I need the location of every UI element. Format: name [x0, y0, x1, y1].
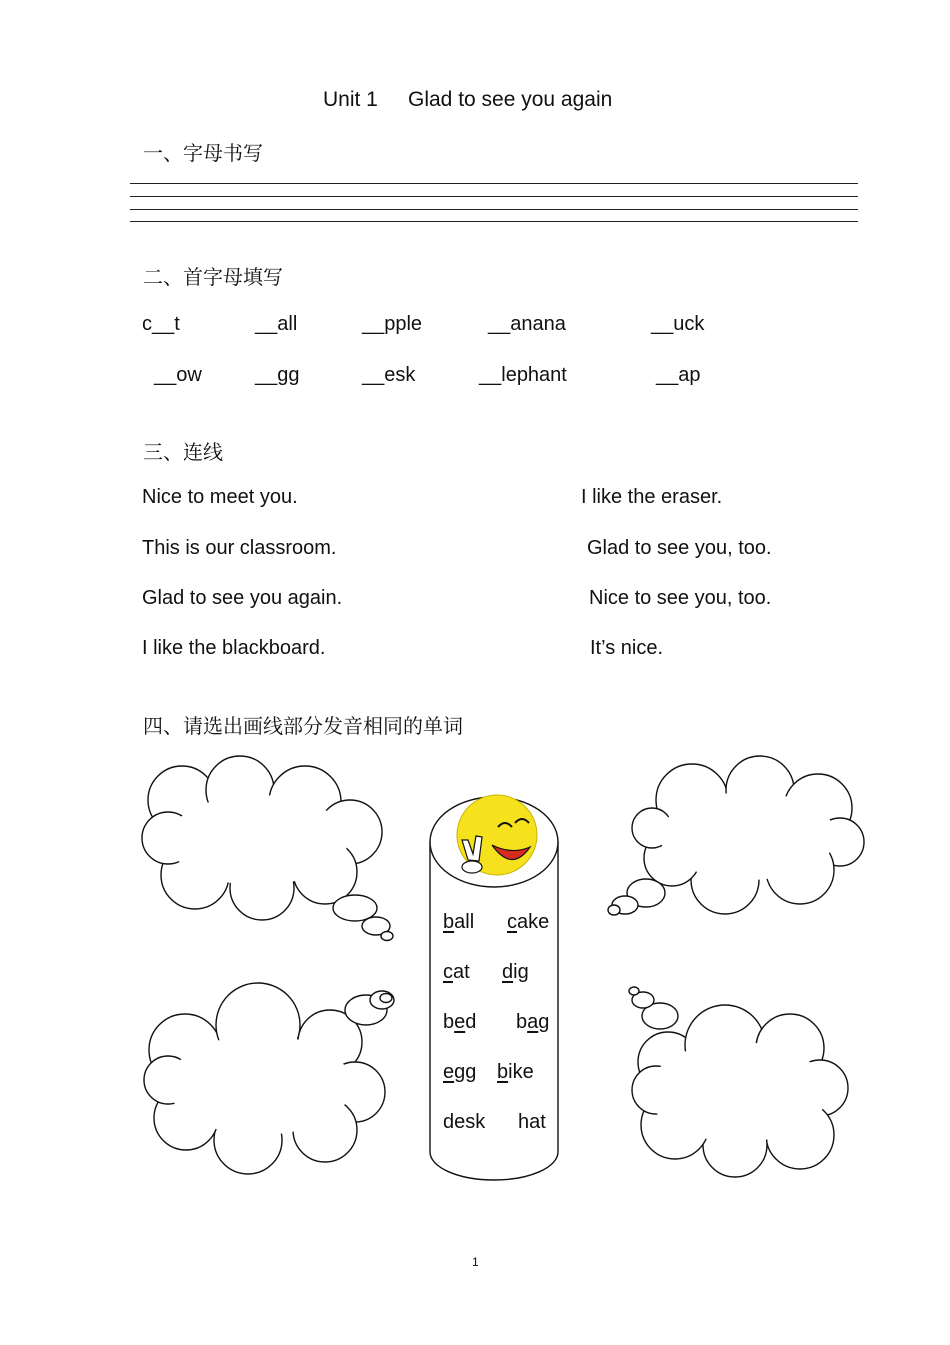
match-right-item[interactable]: Glad to see you, too. — [587, 537, 772, 559]
underlined-letter: a — [527, 1011, 539, 1033]
section-heading-2: 二、首字母填写 — [143, 265, 283, 289]
word-part: d — [465, 1011, 477, 1033]
underlined-letter: b — [443, 911, 455, 933]
fill-blank-item[interactable]: __gg — [255, 364, 300, 386]
word-ball — [443, 911, 474, 934]
word-part: gg — [454, 1061, 477, 1083]
word-part: all — [454, 911, 475, 933]
page-title-unit: Unit 1 — [323, 88, 378, 111]
fill-blank-item[interactable]: c__t — [142, 313, 180, 335]
page-title: Glad to see you again — [408, 88, 613, 111]
word-part: ig — [513, 961, 529, 983]
section-heading-1: 一、字母书写 — [143, 141, 263, 165]
underlined-letter: d — [502, 961, 514, 983]
thought-cloud-bottom-left[interactable] — [144, 983, 394, 1174]
word-part: desk — [443, 1111, 486, 1133]
section-heading-3: 三、连线 — [143, 440, 223, 464]
word-bed — [443, 1011, 476, 1034]
match-left-item[interactable]: Glad to see you again. — [142, 587, 343, 609]
page-number: 1 — [472, 1255, 479, 1269]
word-part: b — [443, 1011, 455, 1033]
underlined-letter: c — [443, 961, 453, 983]
match-left-item[interactable]: This is our classroom. — [142, 537, 337, 559]
word-egg — [443, 1061, 476, 1084]
word-desk — [443, 1111, 485, 1134]
thought-cloud-top-left[interactable] — [142, 756, 393, 941]
word-dig — [502, 961, 529, 984]
word-bag — [516, 1011, 549, 1034]
fill-blank-item[interactable]: __ap — [656, 364, 701, 386]
thought-cloud-top-right[interactable] — [608, 756, 864, 915]
underlined-letter: e — [454, 1011, 466, 1033]
match-left-item[interactable]: I like the blackboard. — [142, 637, 326, 659]
word-cat — [443, 961, 470, 984]
fill-blank-item[interactable]: __uck — [651, 313, 705, 335]
fill-blank-item[interactable]: __lephant — [479, 364, 567, 386]
match-left-item[interactable]: Nice to meet you. — [142, 486, 298, 508]
underlined-letter: b — [497, 1061, 509, 1083]
word-hat — [518, 1111, 546, 1134]
underlined-letter: e — [443, 1061, 455, 1083]
fill-blank-item[interactable]: __all — [255, 313, 298, 335]
match-right-item[interactable]: It’s nice. — [590, 637, 663, 659]
match-right-item[interactable]: I like the eraser. — [581, 486, 723, 508]
smiley-face-icon — [457, 795, 537, 875]
underlined-letter: c — [507, 911, 517, 933]
fill-blank-item[interactable]: __pple — [362, 313, 423, 335]
word-part: b — [516, 1011, 528, 1033]
fill-blank-item[interactable]: __anana — [488, 313, 566, 335]
fill-blank-item[interactable]: __esk — [362, 364, 416, 386]
word-part: ake — [517, 911, 550, 933]
thought-cloud-bottom-right[interactable] — [629, 987, 848, 1177]
section-heading-4: 四、请选出画线部分发音相同的单词 — [143, 714, 463, 738]
word-part: at — [453, 961, 470, 983]
word-part: g — [538, 1011, 550, 1033]
word-cake — [507, 911, 549, 934]
word-part: hat — [518, 1111, 546, 1133]
word-bike — [497, 1061, 534, 1084]
match-right-item[interactable]: Nice to see you, too. — [589, 587, 772, 609]
word-part: ike — [508, 1061, 534, 1083]
fill-blank-item[interactable]: __ow — [154, 364, 202, 386]
